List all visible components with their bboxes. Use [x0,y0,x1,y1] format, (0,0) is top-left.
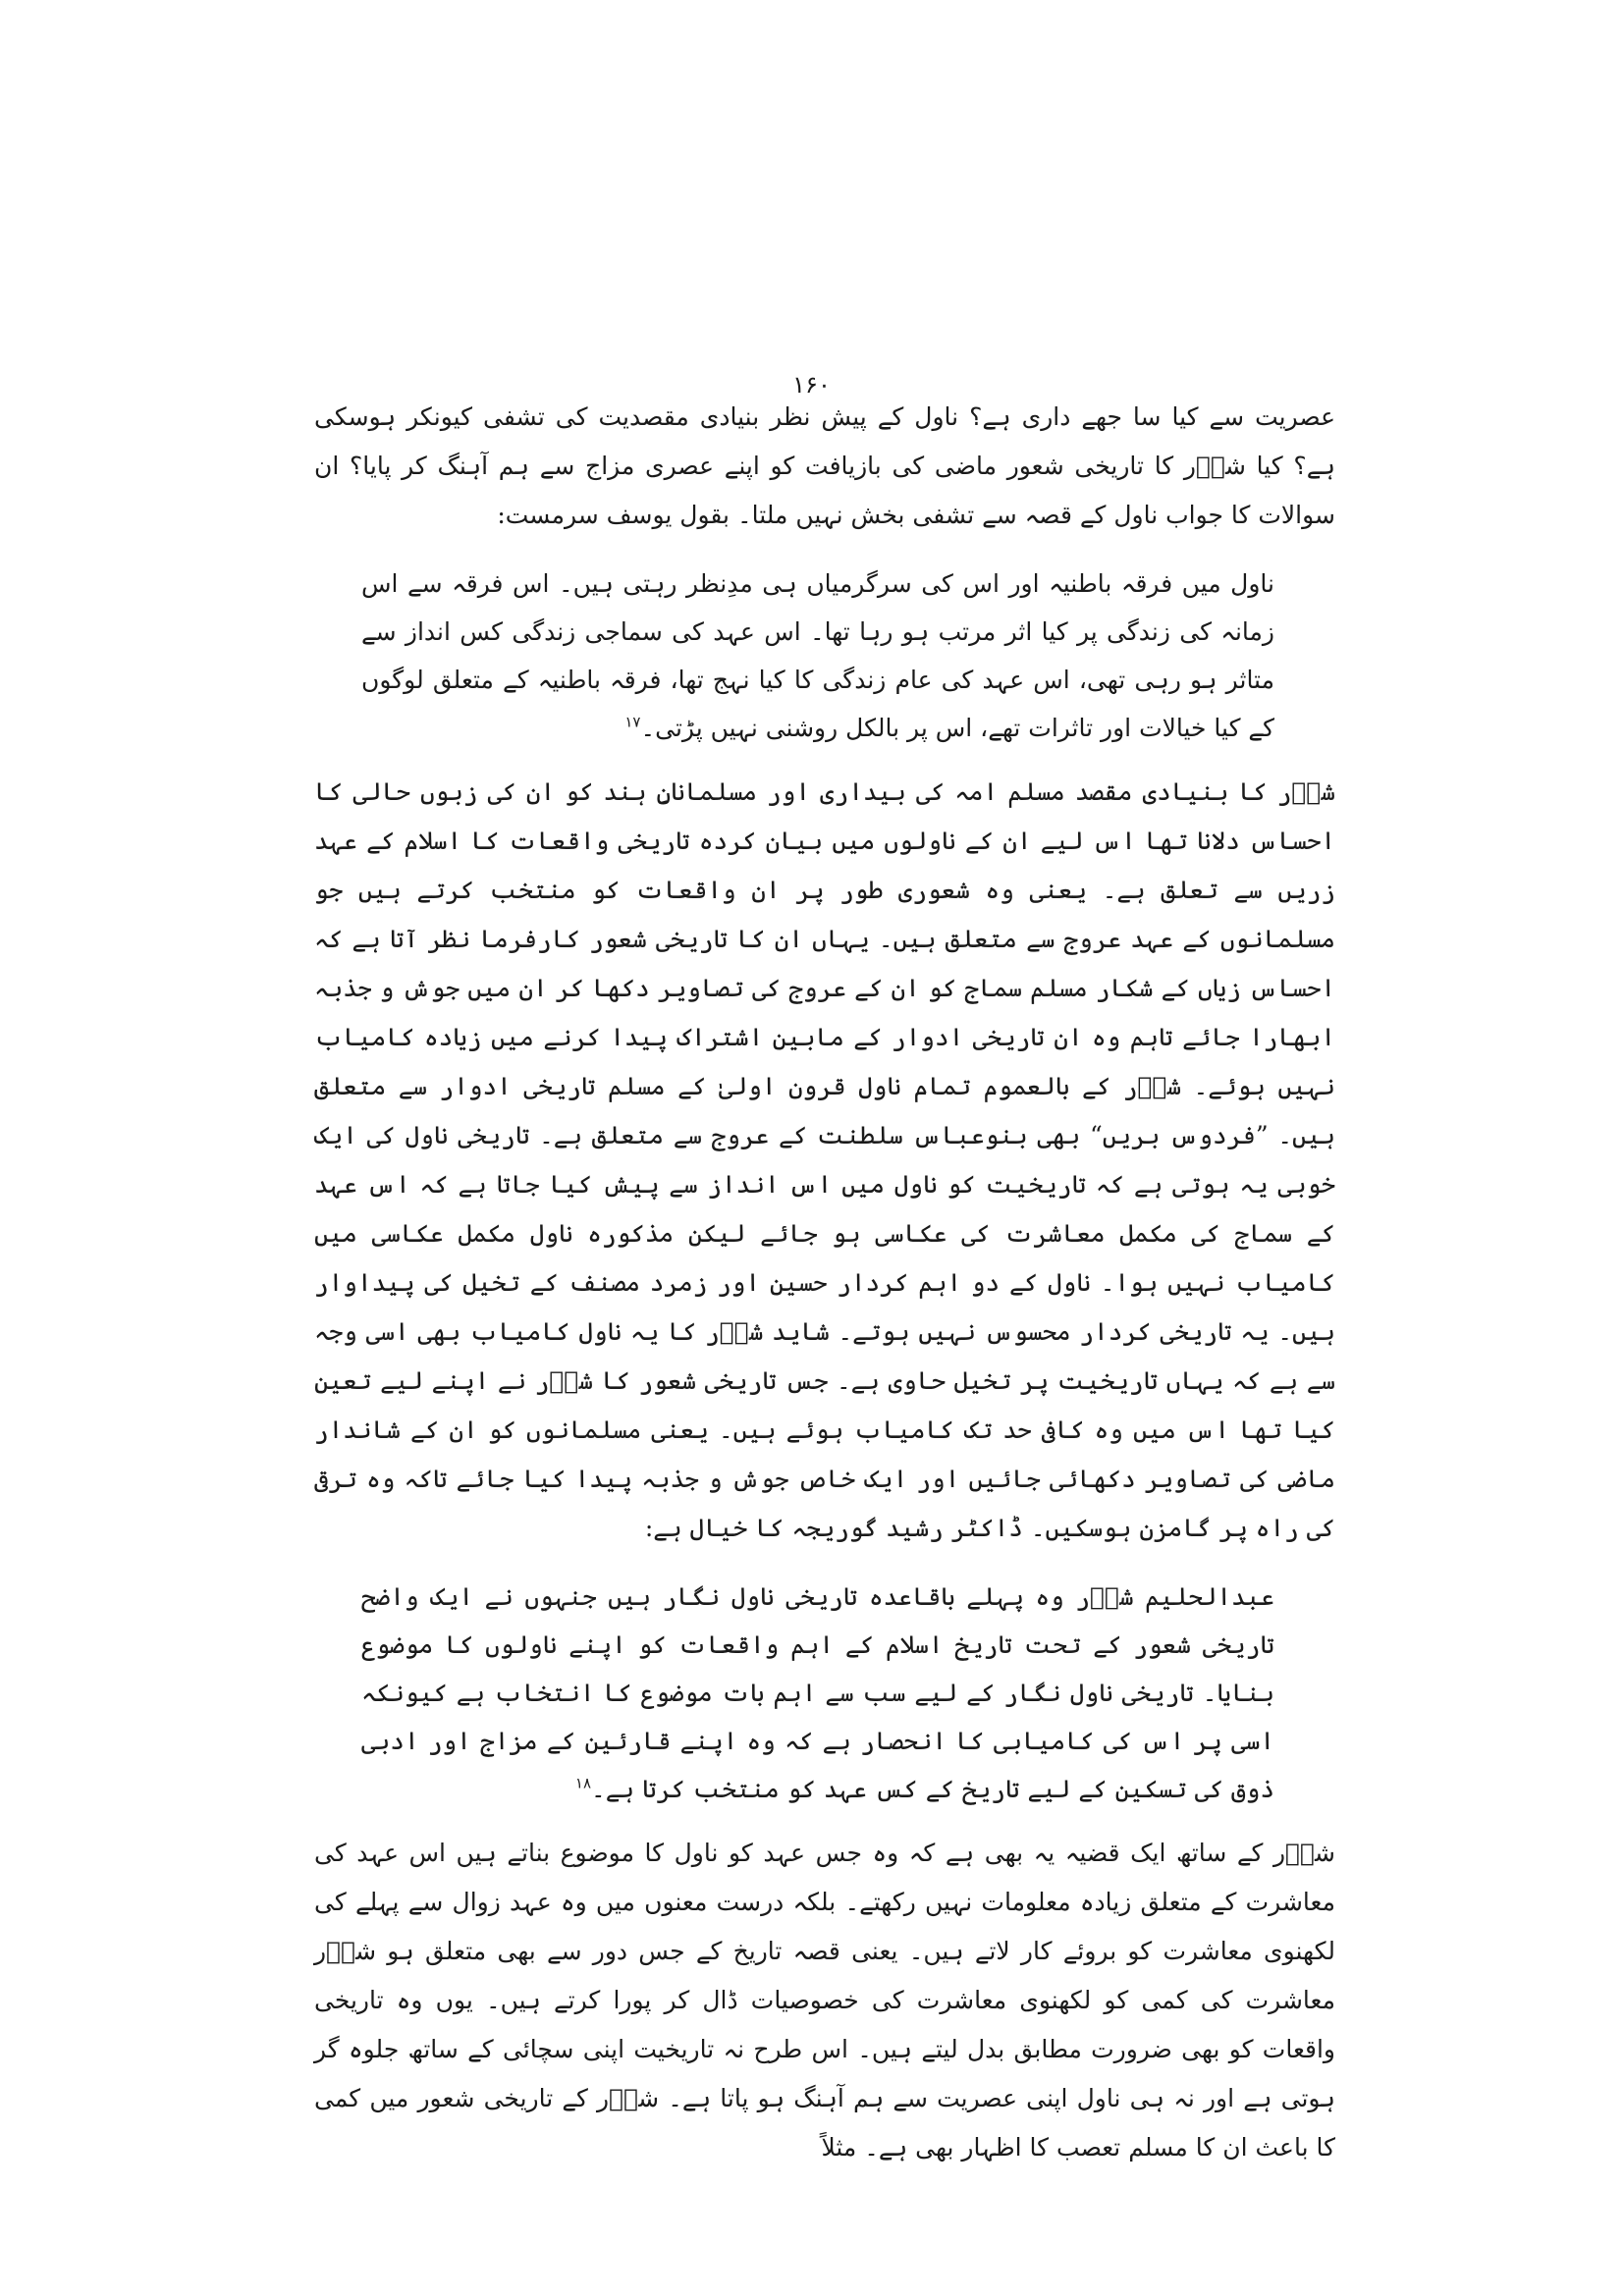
page-number: ۱۶۰ [792,371,831,399]
block-quote-rashid-goraya [361,1573,1274,1813]
paragraph-sharar-purpose: شرؔر کا بنیادی مقصد مسلم امہ کی بیداری اور مسلمانانِ ہند کو ان کی زبوں حالی کا احساس دلانا تھا اس لیے ان کے ناولوں میں بیان کردہ تاریخی واقعات کا اسلام کے عہد زریں سے تعلق ہے۔ یعنی وہ شعوری طور پر ان واقعات کو منتخب کرتے ہیں جو مسلمانوں کے عہد عروج سے متعلق ہیں۔ یہاں ان کا تاریخی شعور کارفرما نظر آتا ہے کہ احساس زیاں کے شکار مسلم سماج کو ان کے عروج کی تصاویر دکھا کر ان میں جوش و جذبہ ابھارا جائے تاہم وہ ان تاریخی ادوار کے مابین اشتراک پیدا کرنے میں زیادہ کامیاب نہیں ہوئے۔ شرؔر کے بالعموم تمام ناول قرون اولیٰ کے مسلم تاریخی ادوار سے متعلق ہیں۔ ”فردوس بریں“ بھی بنوعباس سلطنت کے عروج سے متعلق ہے۔ تاریخی ناول کی ایک خوبی یہ ہوتی ہے کہ تاریخیت کو ناول میں اس انداز سے پیش کیا جاتا ہے کہ اس عہد کے سماج کی مکمل معاشرت کی عکاسی ہو جائے لیکن مذکورہ ناول مکمل عکاسی میں کامیاب نہیں ہوا۔ ناول کے دو اہم کردار حسین اور زمرد مصنف کے تخیل کی پیداوار ہیں۔ یہ تاریخی کردار محسوس نہیں ہوتے۔ شاید شرؔر کا یہ ناول کامیاب بھی اسی وجہ سے ہے کہ یہاں تاریخیت پر تخیل حاوی ہے۔ جس تاریخی شعور کا شرؔر نے اپنے لیے تعین کیا تھا اس میں وہ کافی حد تک کامیاب ہوئے ہیں۔ یعنی مسلمانوں کو ان کے شاندار ماضی کی تصاویر دکھائی جائیں اور ایک خاص جوش و جذبہ پیدا کیا جائے تاکہ وہ ترقی کی راہ پر گامزن ہوسکیں۔ ڈاکٹر رشید گوریجہ کا خیال ہے: [314,777,1335,1542]
paragraph-intro: عصریت سے کیا سا جھے داری ہے؟ ناول کے پیش نظر بنیادی مقصدیت کی تشفی کیونکر ہوسکی ہے؟ کیا شرؔر کا تاریخی شعور ماضی کی بازیافت کو اپنے عصری مزاج سے ہم آہنگ کر پایا؟ ان سوالات کا جواب ناول کے قصہ سے تشفی بخش نہیں ملتا۔ بقول یوسف سرمست: [314,402,1335,529]
quote-text: عبدالحلیم شرؔر وہ پہلے باقاعدہ تاریخی ناول نگار ہیں جنہوں نے ایک واضح تاریخی شعور کے تحت تاریخ اسلام کے اہم واقعات کو اپنے ناولوں کا موضوع بنایا۔ تاریخی ناول نگار کے لیے سب سے اہم بات موضوع کا انتخاب ہے کیونکہ اسی پر اس کی کامیابی کا انحصار ہے کہ وہ اپنے قارئین کے مزاج اور ادبی ذوق کی تسکین کے لیے تاریخ کے کس عہد کو منتخب کرتا ہے۔ [361,1582,1274,1803]
quote-text: ناول میں فرقہ باطنیہ اور اس کی سرگرمیاں ہی مدِنظر رہتی ہیں۔ اس فرقہ سے اس زمانہ کی زندگی پر کیا اثر مرتب ہو رہا تھا۔ اس عہد کی سماجی زندگی کس انداز سے متاثر ہو رہی تھی، اس عہد کی عام زندگی کا کیا نہج تھا، فرقہ باطنیہ کے متعلق لوگوں کے کیا خیالات اور تاثرات تھے، اس پر بالکل روشنی نہیں پڑتی۔ [361,569,1274,742]
footnote-reference: ۱۷ [624,713,641,731]
page-body [314,393,1335,2172]
block-quote-yousuf-sarmast [361,560,1274,752]
paragraph-sharar-issue: شرؔر کے ساتھ ایک قضیہ یہ بھی ہے کہ وہ جس عہد کو ناول کا موضوع بناتے ہیں اس عہد کی معاشرت کے متعلق زیادہ معلومات نہیں رکھتے۔ بلکہ درست معنوں میں وہ عہد زوال سے پہلے کی لکھنوی معاشرت کو بروئے کار لاتے ہیں۔ یعنی قصہ تاریخ کے جس دور سے بھی متعلق ہو شرؔر معاشرت کی کمی کو لکھنوی معاشرت کی خصوصیات ڈال کر پورا کرتے ہیں۔ یوں وہ تاریخی واقعات کو بھی ضرورت مطابق بدل لیتے ہیں۔ اس طرح نہ تاریخیت اپنی سچائی کے ساتھ جلوہ گر ہوتی ہے اور نہ ہی ناول اپنی عصریت سے ہم آہنگ ہو پاتا ہے۔ شرؔر کے تاریخی شعور میں کمی کا باعث ان کا مسلم تعصب کا اظہار بھی ہے۔ مثلاً [314,1839,1336,2162]
footnote-reference: ۱۸ [574,1774,592,1792]
